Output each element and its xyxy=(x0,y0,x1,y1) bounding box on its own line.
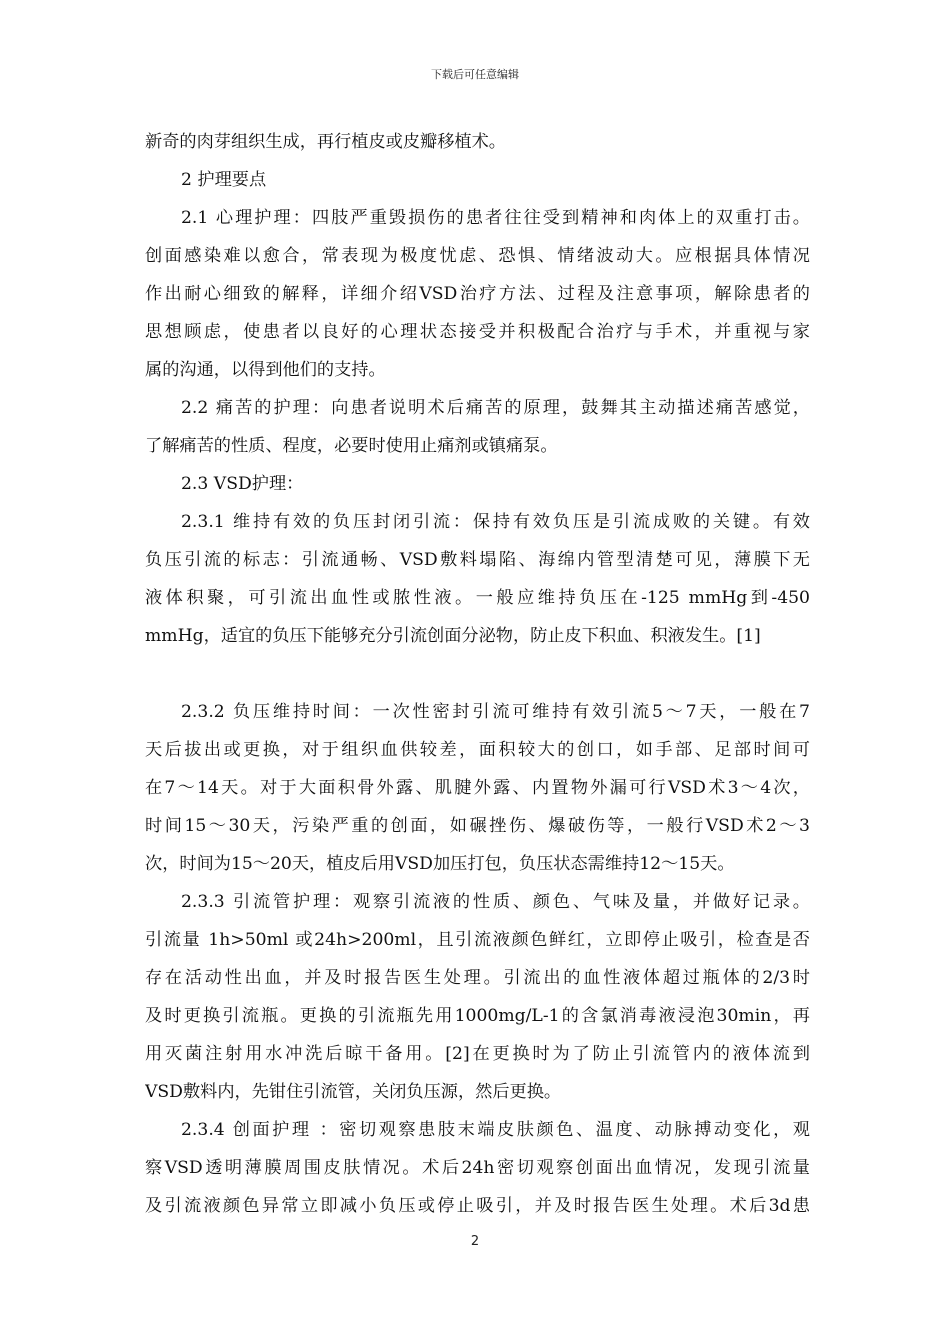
text-line: mmHg，适宜的负压下能够充分引流创面分泌物，防止皮下积血、积液发生。[1] xyxy=(145,626,761,646)
paragraph-gap xyxy=(145,655,810,693)
text-line: 了解痛苦的性质、程度，必要时使用止痛剂或镇痛泵。 xyxy=(145,436,558,456)
text-line: 负压引流的标志：引流通畅、VSD敷料塌陷、海绵内管型清楚可见，薄膜下无 xyxy=(145,550,810,570)
text-line: 用灭菌注射用水冲洗后晾干备用。[2]在更换时为了防止引流管内的液体流到 xyxy=(145,1044,810,1064)
text-line: 属的沟通，以得到他们的支持。 xyxy=(145,360,386,380)
page-number: 2 xyxy=(470,1234,480,1249)
text-line: 及引流液颜色异常立即减小负压或停止吸引，并及时报告医生处理。术后3d患 xyxy=(145,1196,810,1216)
text-line: 存在活动性出血，并及时报告医生处理。引流出的血性液体超过瓶体的2/3时 xyxy=(145,968,810,988)
text-line: 液体积聚，可引流出血性或脓性液。一般应维持负压在-125 mmHg到-450 xyxy=(145,588,810,608)
text-line: 及时更换引流瓶。更换的引流瓶先用1000mg/L-1的含氯消毒液浸泡30min，再 xyxy=(145,1006,810,1026)
text-line: 在7～14天。对于大面积骨外露、肌腱外露、内置物外漏可行VSD术3～4次， xyxy=(145,778,810,798)
text-line: 天后拔出或更换，对于组织血供较差，面积较大的创口，如手部、足部时间可 xyxy=(145,740,810,760)
page-header: 下载后可任意编辑 xyxy=(431,68,519,81)
text-line: 创面感染难以愈合，常表现为极度忧虑、恐惧、情绪波动大。应根据具体情况 xyxy=(145,246,810,266)
text-line: 2.3.3 引流管护理：观察引流液的性质、颜色、气味及量，并做好记录。 xyxy=(181,892,810,912)
text-line: 2.3.4 创面护理 ：密切观察患肢末端皮肤颜色、温度、动脉搏动变化，观 xyxy=(181,1120,810,1140)
document-body xyxy=(145,123,810,1225)
text-line: 次，时间为15～20天，植皮后用VSD加压打包，负压状态需维持12～15天。 xyxy=(145,854,735,874)
text-line: VSD敷料内，先钳住引流管，关闭负压源，然后更换。 xyxy=(145,1082,562,1102)
section-heading: 2.3 VSD护理： xyxy=(181,474,304,494)
text-line: 察VSD透明薄膜周围皮肤情况。术后24h密切观察创面出血情况，发现引流量 xyxy=(145,1158,810,1178)
text-line: 时间15～30天，污染严重的创面，如碾挫伤、爆破伤等，一般行VSD术2～3 xyxy=(145,816,810,836)
section-heading: 2 护理要点 xyxy=(181,170,267,190)
text-line: 引流量 1h>50ml 或24h>200ml，且引流液颜色鲜红，立即停止吸引，检查是否 xyxy=(145,930,810,950)
text-line: 2.3.1 维持有效的负压封闭引流：保持有效负压是引流成败的关键。有效 xyxy=(181,512,810,532)
text-line: 2.2 痛苦的护理：向患者说明术后痛苦的原理，鼓舞其主动描述痛苦感觉， xyxy=(181,398,810,418)
text-line: 思想顾虑，使患者以良好的心理状态接受并积极配合治疗与手术，并重视与家 xyxy=(145,322,810,342)
text-line: 2.1 心理护理：四肢严重毁损伤的患者往往受到精神和肉体上的双重打击。 xyxy=(181,208,810,228)
text-line: 作出耐心细致的解释，详细介绍VSD治疗方法、过程及注意事项，解除患者的 xyxy=(145,284,810,304)
text-line: 新奇的肉芽组织生成，再行植皮或皮瓣移植术。 xyxy=(145,132,506,152)
text-line: 2.3.2 负压维持时间：一次性密封引流可维持有效引流5～7天，一般在7 xyxy=(181,702,810,722)
